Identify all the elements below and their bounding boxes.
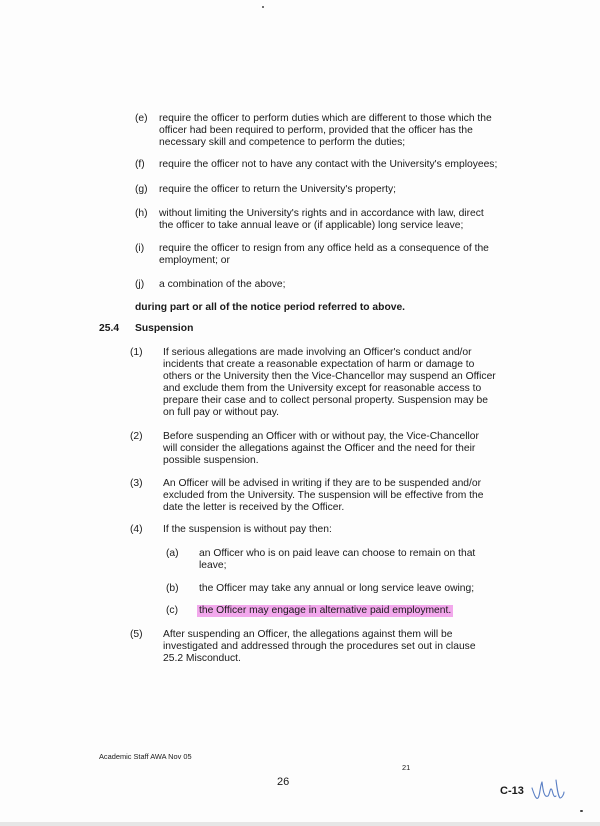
- subclause-b-line-1: the Officer may take any annual or long service leave owing;: [199, 583, 475, 594]
- list-item-h-line-2: the officer to take annual leave or (if applicable) long service leave;: [159, 220, 464, 231]
- clause-5-line-1: After suspending an Officer, the allegations against them will be: [163, 629, 453, 640]
- clause-2-line-1: Before suspending an Officer with or without pay, the Vice-Chancellor: [163, 431, 479, 442]
- clause-label-5: (5): [130, 629, 143, 640]
- subclause-label-b: (b): [166, 583, 179, 594]
- notice-period-line: during part or all of the notice period referred to above.: [135, 302, 406, 313]
- subclause-a-line-1: an Officer who is on paid leave can choose to remain on that: [199, 548, 476, 559]
- section-number: 25.4: [99, 323, 120, 334]
- clause-1-line-5: prepare their case and to collect personal property. Suspension may be: [163, 395, 488, 406]
- clause-5-line-2: investigated and addressed through the procedures set out in clause: [163, 641, 476, 652]
- clause-3-line-2: excluded from the University. The suspension will be effective from the: [163, 490, 484, 501]
- clause-1-line-2: incidents that create a reasonable expectation of harm or damage to: [163, 359, 475, 370]
- page-number: 26: [277, 776, 290, 788]
- list-item-e-line-1: require the officer to perform duties which are different to those which the: [159, 113, 492, 124]
- list-label-f: (f): [135, 159, 145, 170]
- footer-small-page-number: 21: [402, 763, 411, 772]
- list-item-j-line-1: a combination of the above;: [159, 279, 286, 290]
- subclause-a-line-2: leave;: [199, 560, 227, 571]
- list-item-f-line-1: require the officer not to have any contact with the University's employees;: [159, 159, 498, 170]
- list-label-g: (g): [135, 184, 148, 195]
- clause-3-line-1: An Officer will be advised in writing if they are to be suspended and/or: [163, 478, 482, 489]
- scan-bottom-edge: [0, 822, 600, 826]
- clause-label-3: (3): [130, 478, 143, 489]
- clause-2-line-3: possible suspension.: [163, 455, 259, 466]
- footer-doc-reference: Academic Staff AWA Nov 05: [99, 752, 192, 761]
- clause-1-line-4: and exclude them from the University except for reasonable access to: [163, 383, 482, 394]
- scan-speck: [262, 6, 264, 8]
- list-label-e: (e): [135, 113, 148, 124]
- scan-speck: [580, 810, 583, 812]
- subclause-label-a: (a): [166, 548, 179, 559]
- list-item-i-line-2: employment; or: [159, 255, 230, 266]
- list-item-e-line-3: necessary skill and competence to perform the duties;: [159, 137, 406, 148]
- list-label-h: (h): [135, 208, 148, 219]
- clause-label-2: (2): [130, 431, 143, 442]
- list-item-e-line-2: officer had been required to perform, provided that the officer has the: [159, 125, 473, 136]
- list-item-g-line-1: require the officer to return the University's property;: [159, 184, 396, 195]
- clause-4-line-1: If the suspension is without pay then:: [163, 524, 332, 535]
- clause-1-line-1: If serious allegations are made involving an Officer's conduct and/or: [163, 347, 472, 358]
- clause-label-4: (4): [130, 524, 143, 535]
- list-label-j: (j): [135, 279, 145, 290]
- list-item-h-line-1: without limiting the University's rights and in accordance with law, direct: [159, 208, 484, 219]
- section-title: Suspension: [135, 323, 194, 334]
- clause-5-line-3: 25.2 Misconduct.: [163, 653, 241, 664]
- clause-1-line-6: on full pay or without pay.: [163, 407, 280, 418]
- highlighted-subclause-c: the Officer may engage in alternative paid employment.: [199, 605, 452, 616]
- list-item-i-line-1: require the officer to resign from any office held as a consequence of the: [159, 243, 489, 254]
- clause-1-line-3: others or the University then the Vice-Chancellor may suspend an Officer: [163, 371, 496, 382]
- list-label-i: (i): [135, 243, 145, 254]
- document-code: C-13: [500, 785, 524, 797]
- clause-3-line-3: date the letter is received by the Officer.: [163, 502, 345, 513]
- clause-2-line-2: will consider the allegations against the Officer and the need for their: [163, 443, 476, 454]
- handwritten-initials-icon: [530, 776, 566, 806]
- subclause-label-c: (c): [166, 605, 179, 616]
- clause-label-1: (1): [130, 347, 143, 358]
